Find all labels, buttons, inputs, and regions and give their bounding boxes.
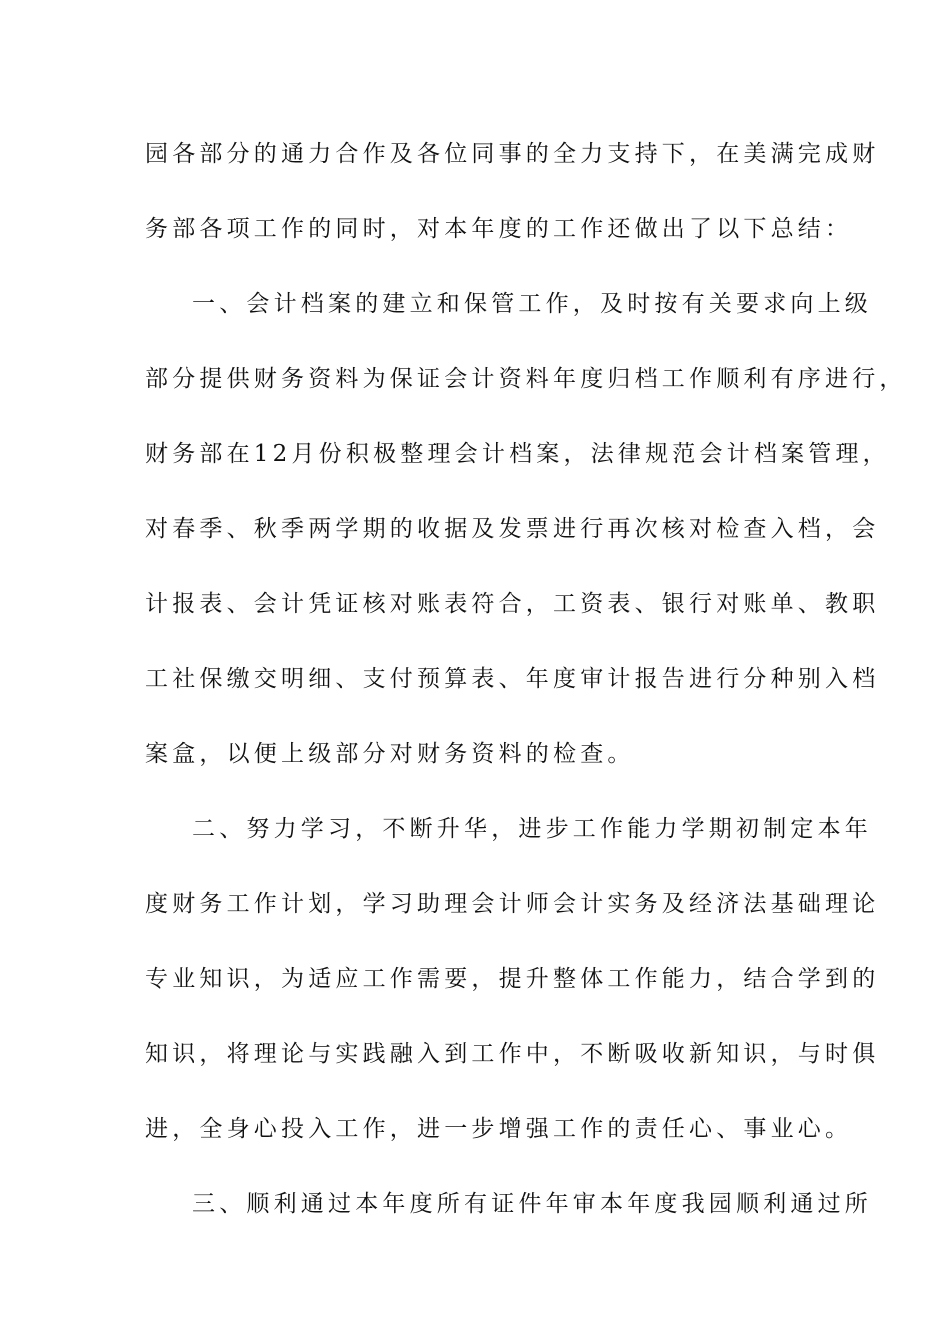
text-line: 计报表、会计凭证核对账表符合，工资表、银行对账单、教职 [145,591,880,617]
text-line: 园各部分的通力合作及各位同事的全力支持下，在美满完成财 [145,141,880,167]
paragraph-three-heading-line: 三、顺利通过本年度所有证件年审本年度我园顺利通过所 [192,1191,872,1217]
text-line: 度财务工作计划，学习助理会计师会计实务及经济法基础理论 [145,891,880,917]
text-line: 部分提供财务资料为保证会计资料年度归档工作顺利有序进行， [145,366,907,392]
text-line: 财务部在12月份积极整理会计档案，法律规范会计档案管理， [145,441,890,467]
paragraph-two-heading-line: 二、努力学习，不断升华，进步工作能力学期初制定本年 [192,816,872,842]
text-line: 进，全身心投入工作，进一步增强工作的责任心、事业心。 [145,1116,853,1142]
text-line: 知识，将理论与实践融入到工作中，不断吸收新知识，与时俱 [145,1041,880,1067]
paragraph-one-heading-line: 一、会计档案的建立和保管工作，及时按有关要求向上级 [192,291,872,317]
text-line: 工社保缴交明细、支付预算表、年度审计报告进行分种别入档 [145,666,880,692]
text-line: 对春季、秋季两学期的收据及发票进行再次核对检查入档，会 [145,516,880,542]
text-line: 务部各项工作的同时，对本年度的工作还做出了以下总结： [145,216,853,242]
text-line: 案盒，以便上级部分对财务资料的检查。 [145,741,635,767]
text-line: 专业知识，为适应工作需要，提升整体工作能力，结合学到的 [145,966,880,992]
